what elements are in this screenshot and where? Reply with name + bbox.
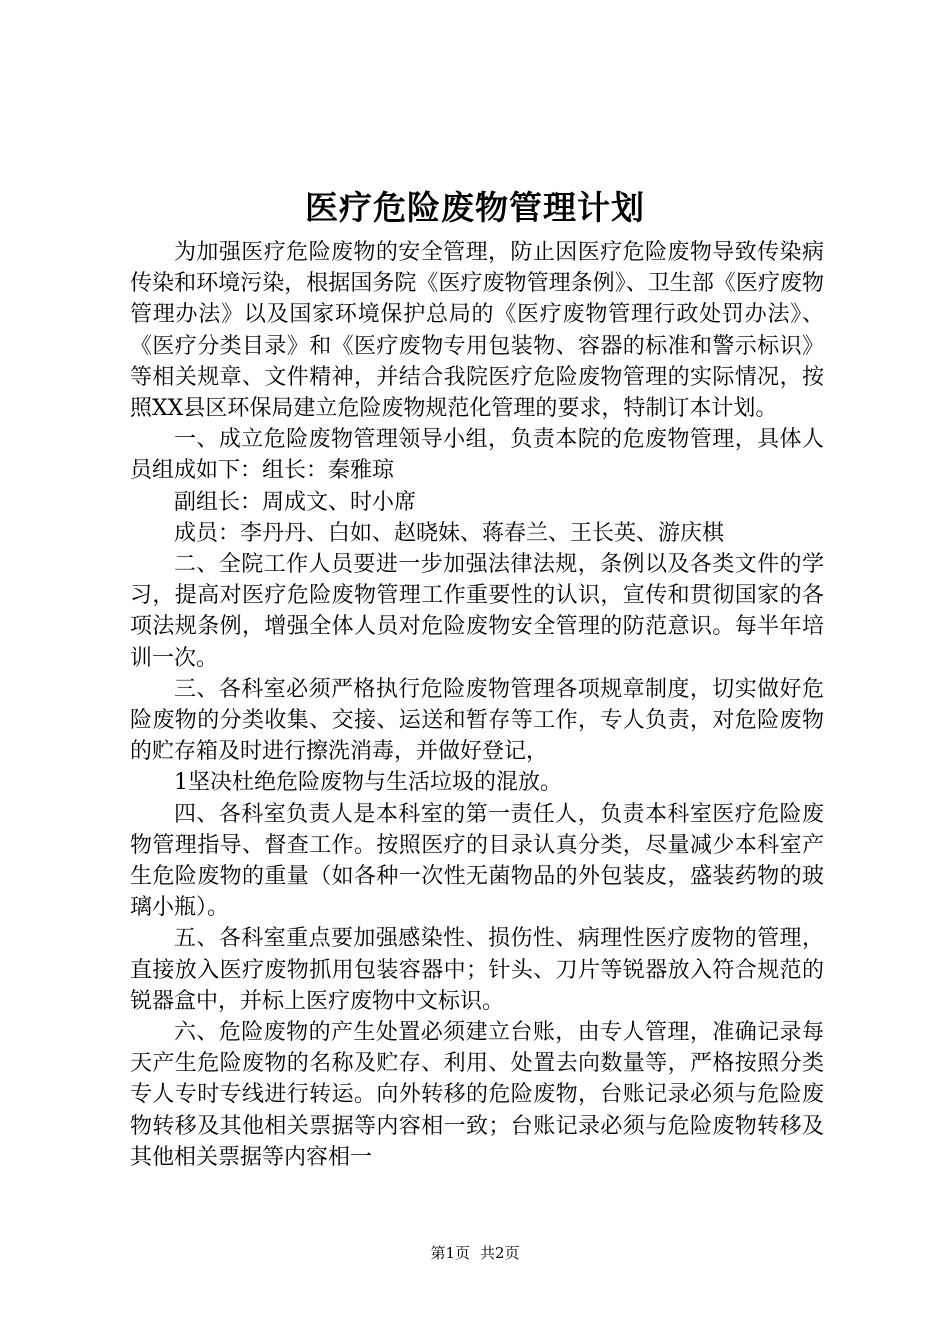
section-2-paragraph: 二、全院工作人员要进一步加强法律法规，条例以及各类文件的学习，提高对医疗危险废物管理工作重要性的认识，宣传和贯彻国家的各项法规条例，增强全体人员对危险废物安全管理的防范意识。每半年培训一次。 [130,552,824,671]
page-total: 共2页 [480,1244,520,1262]
intro-paragraph: 为加强医疗危险废物的安全管理，防止因医疗危险废物导致传染病传染和环境污染，根据国务院《医疗废物管理条例》、卫生部《医疗废物管理办法》以及国家环境保护总局的《医疗废物管理行政处罚办法》、《医疗分类目录》和《医疗废物专用包装物、容器的标准和警示标识》等相关规章、文件精神，并结合我院医疗危险废物管理的实际情况，按照XX县区环保局建立危险废物规范化管理的要求，特制订本计划。 [130,240,824,422]
members-line: 成员：李丹丹、白如、赵晓妹、蒋春兰、王长英、游庆棋 [174,520,725,546]
section-5-paragraph: 五、各科室重点要加强感染性、损伤性、病理性医疗废物的管理，直接放入医疗废物抓用包装容器中；针头、刀片等锐器放入符合规范的锐器盒中，并标上医疗废物中文标识。 [130,926,824,1014]
page-number: 第1页 [430,1244,470,1262]
page-footer [0,1243,950,1263]
section-1-paragraph: 一、成立危险废物管理领导小组，负责本院的危废物管理，具体人员组成如下：组长：秦雅琼 [130,427,824,484]
section-6-paragraph: 六、危险废物的产生处置必须建立台账，由专人管理，准确记录每天产生危险废物的名称及贮存、利用、处置去向数量等，严格按照分类专人专时专线进行转运。向外转移的危险废物，台账记录必须与危险废物转移及其他相关票据等内容相一致；台账记录必须与危险废物转移及其他相关票据等内容相一 [130,1020,824,1170]
document-body [130,237,824,1173]
section-3-paragraph: 三、各科室必须严格执行危险废物管理各项规章制度，切实做好危险废物的分类收集、交接、运送和暂存等工作，专人负责，对危险废物的贮存箱及时进行擦洗消毒，并做好登记， [130,676,824,765]
deputy-leaders-line: 副组长：周成文、时小席 [174,489,417,515]
section-4-paragraph: 四、各科室负责人是本科室的第一责任人，负责本科室医疗危险废物管理指导、督查工作。按照医疗的目录认真分类，尽量减少本科室产生危险废物的重量（如各种一次性无菌物品的外包装皮，盛装药物的玻璃小瓶）。 [130,801,824,921]
page-title: 医疗危险废物管理计划 [305,188,645,227]
section-3-item-1: 1坚决杜绝危险废物与生活垃圾的混放。 [174,770,562,796]
